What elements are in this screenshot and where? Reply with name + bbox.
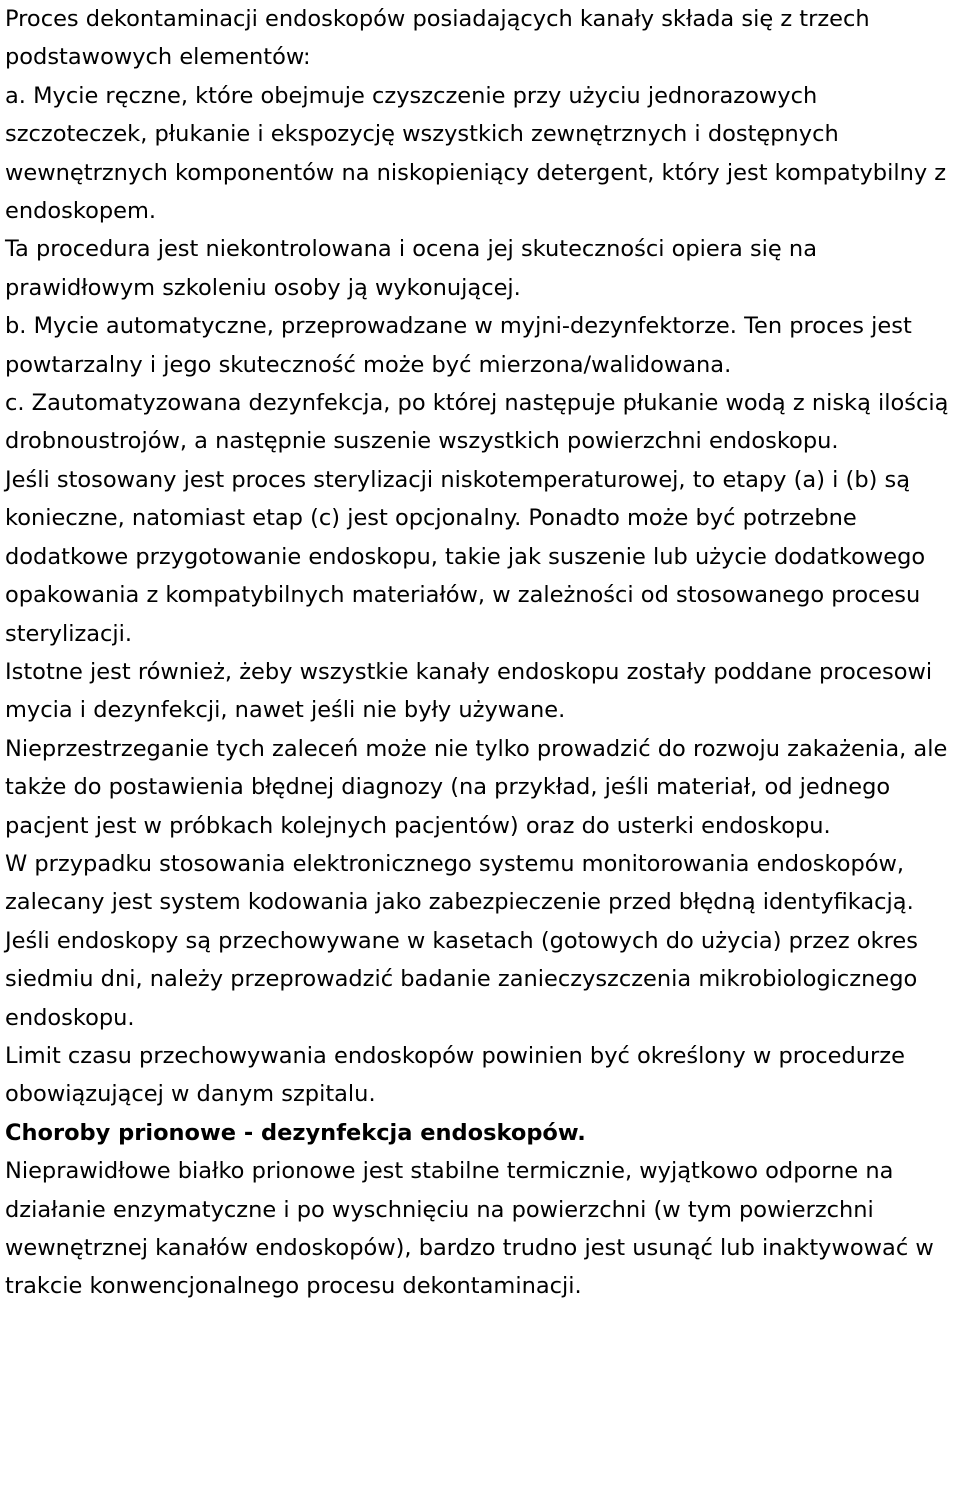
paragraph-step-a: a. Mycie ręczne, które obejmuje czyszczenie przy użyciu jednorazowych szczoteczek, płukanie i ekspozycję wszystkich zewnętrznych i dostępnych wewnętrznych komponentów na niskopieniący detergent, który jest kompatybilny z endoskopem. xyxy=(5,82,947,225)
paragraph-sterilization: Jeśli stosowany jest proces sterylizacji niskotemperaturowej, to etapy (a) i (b) są konieczne, natomiast etap (c) jest opcjonalny. Ponadto może być potrzebne dodatkowe przygotowanie endoskopu, takie jak suszenie lub użycie dodatkowego opakowania z kompatybilnych materiałów, w zależności od stosowanego procesu sterylizacji. xyxy=(5,466,926,647)
paragraph-step-b: b. Mycie automatyczne, przeprowadzane w myjni-dezynfektorze. Ten proces jest powtarzalny i jego skuteczność może być mierzona/walidowana. xyxy=(5,313,912,378)
paragraph-monitoring: W przypadku stosowania elektronicznego systemu monitorowania endoskopów, zalecany jest system kodowania jako zabezpieczenie przed błędną identyfikacją. xyxy=(5,850,914,916)
paragraph-step-c: c. Zautomatyzowana dezynfekcja, po której następuje płukanie wodą z niską ilością drobnoustrojów, a następnie suszenie wszystkich powierzchni endoskopu. xyxy=(5,390,949,455)
paragraph-storage-limit: Limit czasu przechowywania endoskopów powinien być określony w procedurze obowiązującej w danym szpitalu. xyxy=(5,1042,905,1108)
paragraph-step-a-note: Ta procedura jest niekontrolowana i ocena jej skuteczności opiera się na prawidłowym szkoleniu osoby ją wykonującej. xyxy=(5,236,817,301)
section-heading-prion: Choroby prionowe - dezynfekcja endoskopów. xyxy=(5,1119,586,1146)
paragraph-all-channels: Istotne jest również, żeby wszystkie kanały endoskopu zostały poddane procesowi mycia i dezynfekcji, nawet jeśli nie były używane. xyxy=(5,658,933,724)
paragraph-noncompliance: Nieprzestrzeganie tych zaleceń może nie tylko prowadzić do rozwoju zakażenia, ale także do postawienia błędnej diagnozy (na przykład, jeśli materiał, od jednego pacjent jest w próbkach kolejnych pacjentów) oraz do usterki endoskopu. xyxy=(5,735,948,839)
document-page xyxy=(5,0,955,1306)
paragraph-intro: Proces dekontaminacji endoskopów posiadających kanały składa się z trzech podstawowych elementów: xyxy=(5,6,870,71)
paragraph-prion: Nieprawidłowe białko prionowe jest stabilne termicznie, wyjątkowo odporne na działanie enzymatyczne i po wyschnięciu na powierzchni (w tym powierzchni wewnętrznej kanałów endoskopów), bardzo trudno jest usunąć lub inaktywować w trakcie konwencjonalnego procesu dekontaminacji. xyxy=(5,1158,934,1300)
paragraph-storage: Jeśli endoskopy są przechowywane w kasetach (gotowych do użycia) przez okres siedmiu dni, należy przeprowadzić badanie zanieczyszczenia mikrobiologicznego endoskopu. xyxy=(5,927,918,1031)
